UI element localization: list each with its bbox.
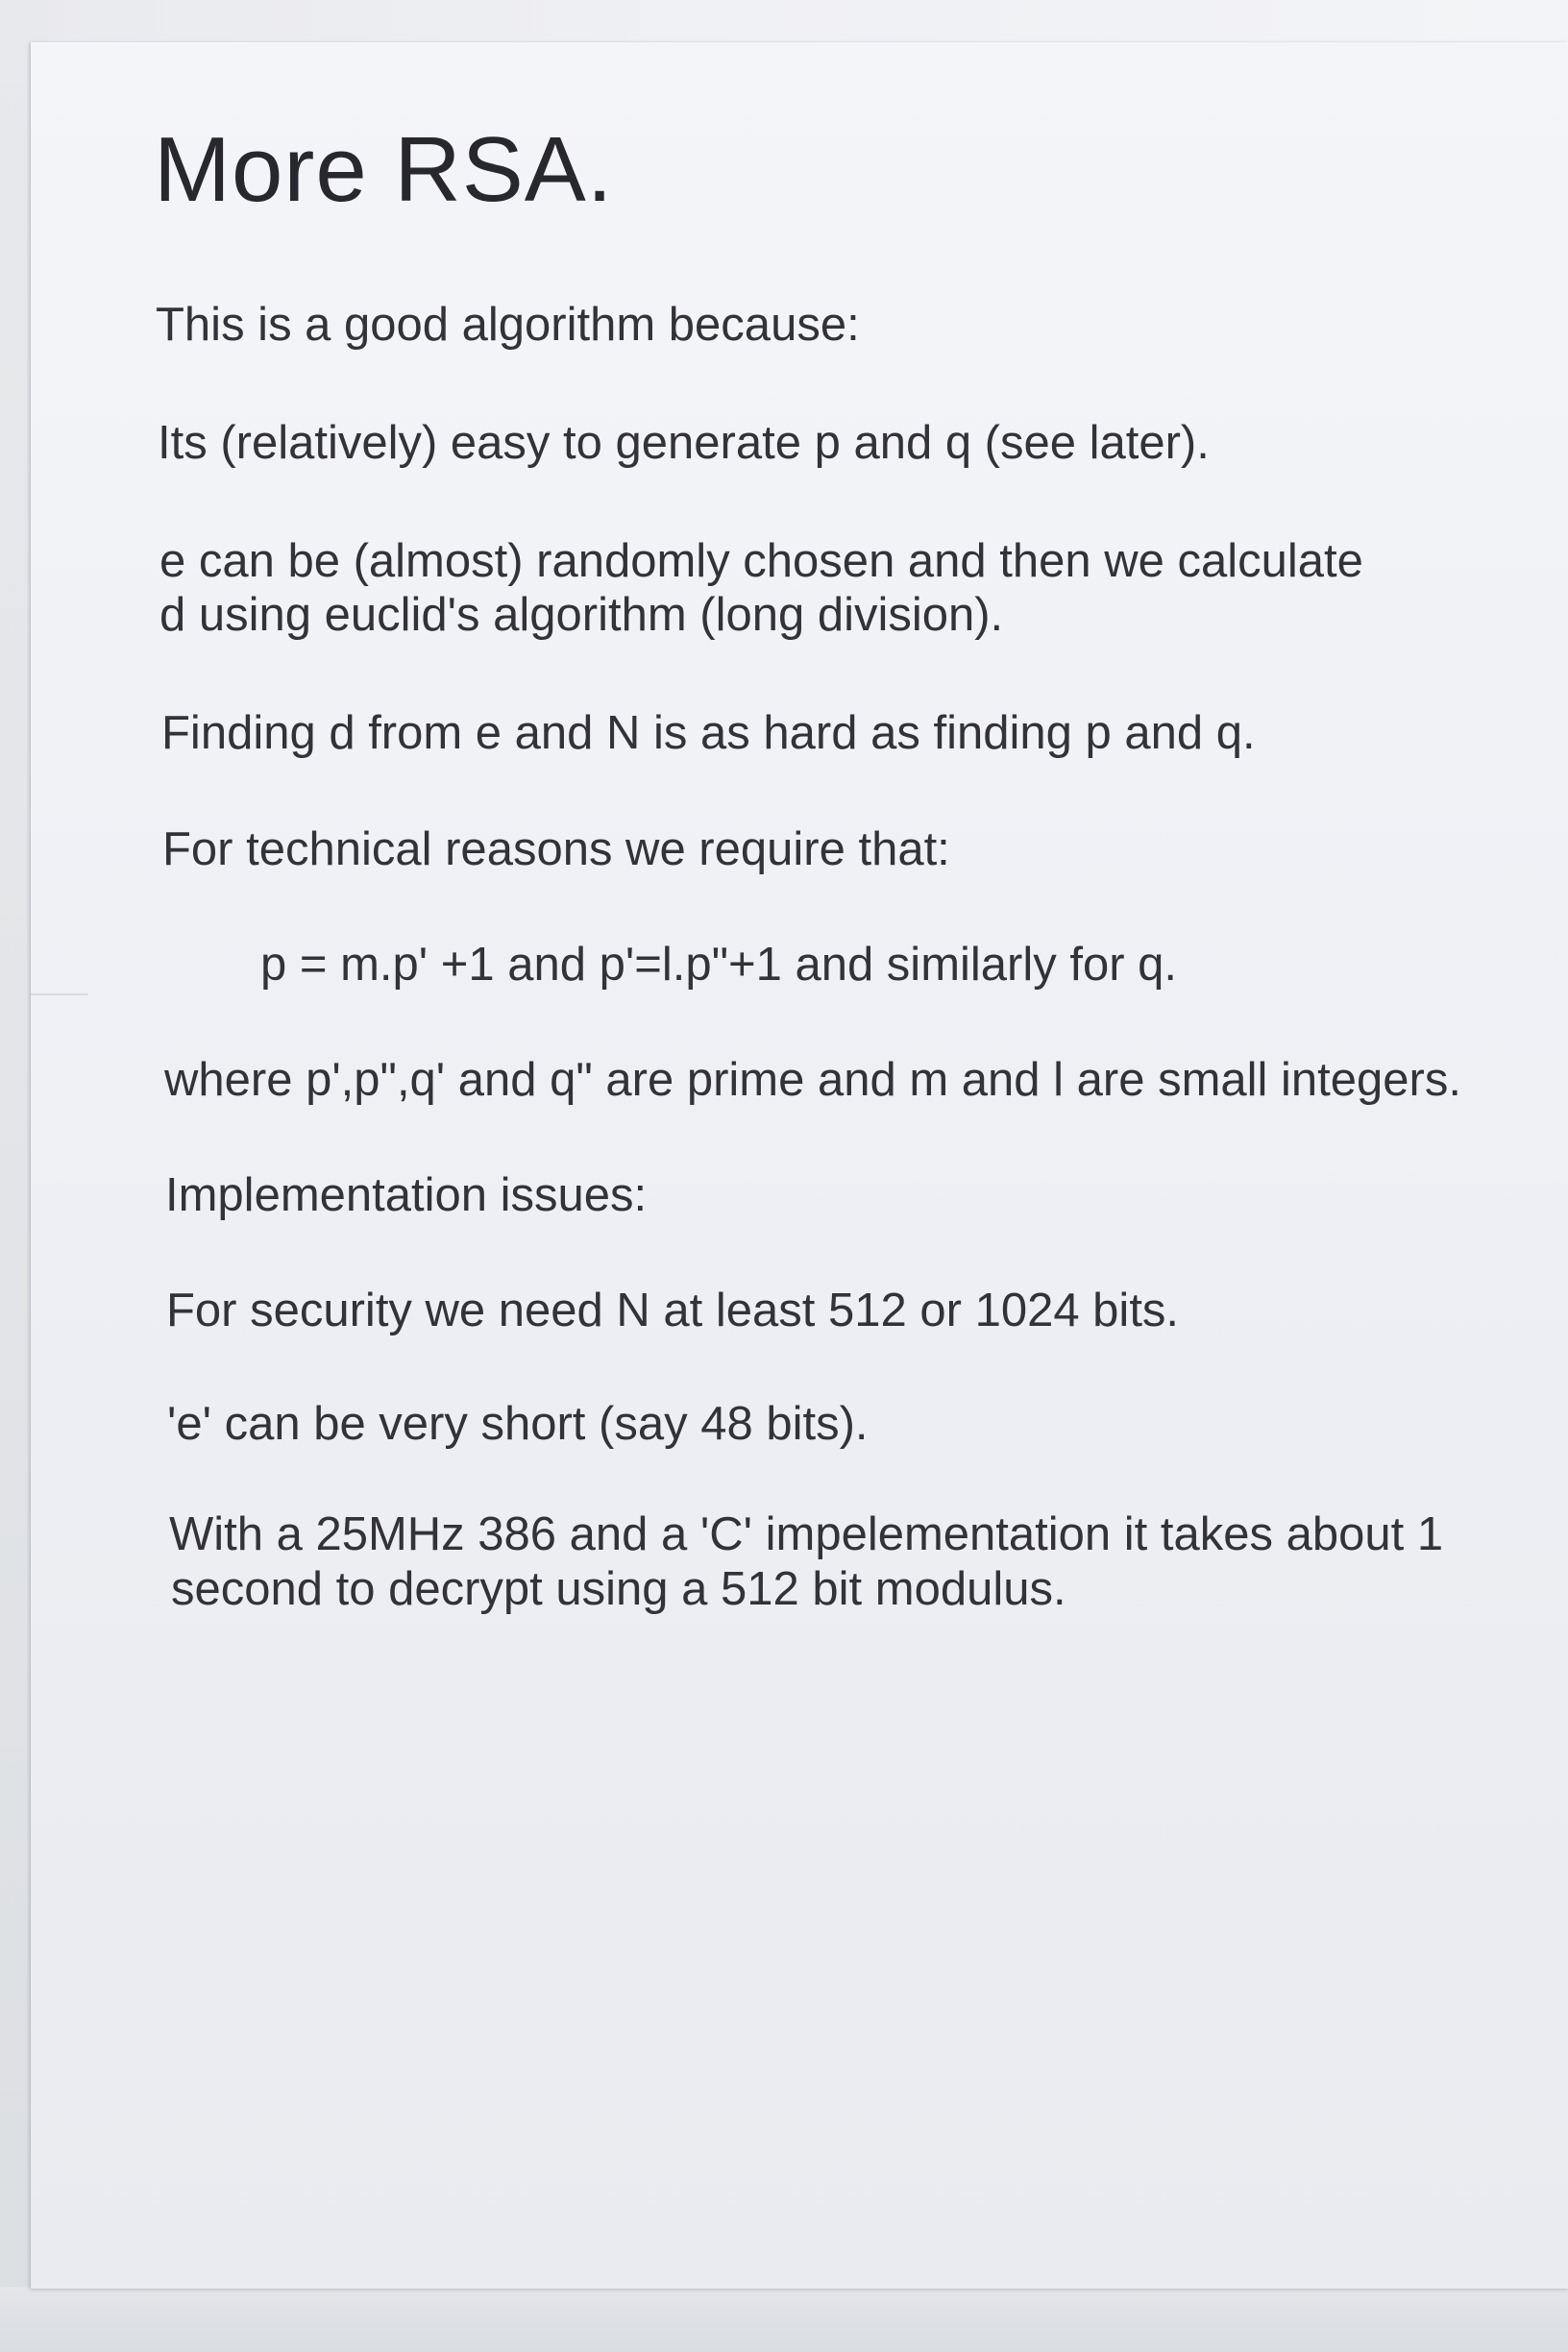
paper-fold-mark bbox=[31, 993, 88, 995]
line-generate-p-q: Its (relatively) easy to generate p and q (see later). bbox=[158, 417, 1210, 469]
page-title: More RSA. bbox=[154, 118, 614, 221]
line-386-timing: With a 25MHz 386 and a 'C' impelementation it takes about 1 bbox=[169, 1508, 1444, 1560]
line-implementation-heading: Implementation issues: bbox=[165, 1169, 648, 1221]
line-good-algorithm: This is a good algorithm because: bbox=[156, 299, 860, 351]
line-prime-formula: p = m.p' +1 and p'=l.p"+1 and similarly for q. bbox=[260, 939, 1178, 991]
line-decrypt-modulus: second to decrypt using a 512 bit modulus. bbox=[171, 1563, 1066, 1615]
line-e-random: e can be (almost) randomly chosen and then we calculate bbox=[159, 535, 1363, 587]
line-prime-conditions: where p',p",q' and q" are prime and m and l are small integers. bbox=[164, 1054, 1461, 1106]
line-technical-reasons: For technical reasons we require that: bbox=[162, 823, 950, 875]
paper-sheet bbox=[31, 42, 1568, 2289]
line-finding-d: Finding d from e and N is as hard as finding p and q. bbox=[161, 707, 1256, 759]
background-surface-bottom bbox=[0, 2287, 1568, 2352]
line-security-bits: For security we need N at least 512 or 1024 bits. bbox=[166, 1285, 1180, 1336]
line-d-euclid: d using euclid's algorithm (long division). bbox=[159, 589, 1004, 641]
line-e-short: 'e' can be very short (say 48 bits). bbox=[167, 1398, 869, 1450]
